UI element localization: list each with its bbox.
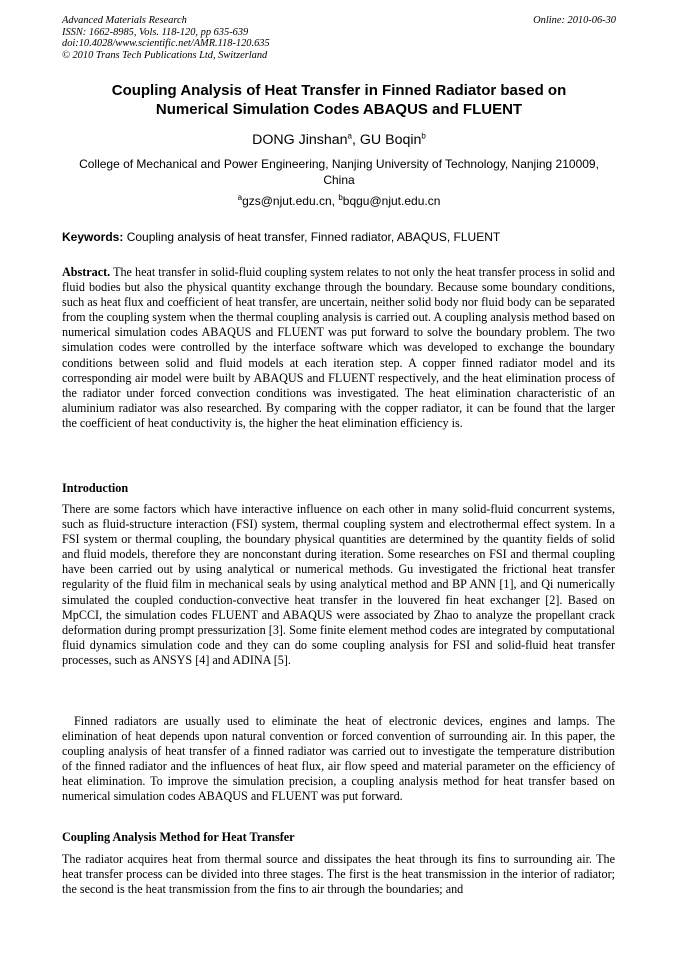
introduction-paragraph-2: Finned radiators are usually used to eliminate the heat of electronic devices, engines and lamps. The elimination of heat depends upon natural convention or forced convention of surrounding air. In this paper, the coupling analysis of heat transfer of a finned radiator was carried out to investigate the temperature distribution of the finned radiator and the influences of heat flux, air flow speed and material parameter on the efficiency of heat elimination. To improve the simulation precision, a coupling analysis method for heat transfer based on numerical simulation codes ABAQUS and FLUENT was put forward. (62, 714, 615, 804)
author-superscript: b (421, 131, 426, 141)
author-list (62, 131, 616, 149)
author-name: DONG Jinshan (252, 132, 348, 148)
keywords (62, 230, 616, 245)
abstract (62, 265, 615, 431)
online-date: Online: 2010-06-30 (533, 15, 616, 26)
email-address: gzs@njut.edu.cn (242, 194, 332, 208)
abstract-label: Abstract. (62, 265, 111, 279)
email-address: bqgu@njut.edu.cn (342, 194, 441, 208)
coupling-paragraph-1: The radiator acquires heat from thermal source and dissipates the heat through its fins to surrounding air. The heat transfer process can be divided into three stages. The first is the heat transmission in the interior of radiator; the second is the heat transmission from the fins to air through the boundaries; and (62, 852, 615, 897)
journal-name: Advanced Materials Research (62, 15, 187, 26)
email-superscript: a (237, 193, 243, 202)
copyright-line: © 2010 Trans Tech Publications Ltd, Switzerland (62, 49, 268, 61)
doi-line: doi:10.4028/www.scientific.net/AMR.118-120.635 (62, 38, 270, 50)
keywords-label: Keywords: (62, 230, 124, 244)
affiliation: College of Mechanical and Power Engineering, Nanjing University of Technology, Nanjing 210009, China (79, 157, 599, 187)
keywords-text: Coupling analysis of heat transfer, Finned radiator, ABAQUS, FLUENT (123, 230, 501, 244)
email-superscript: b (338, 193, 343, 202)
abstract-text: The heat transfer in solid-fluid coupling system relates to not only the heat transfer process in solid and fluid bodies but also the physical quantity exchange through the boundary. Because some boundary conditions, such as heat flux and coefficient of heat transfer, are uncertain, neither solid body nor fluid body can be separated from the coupling system when the thermal coupling analysis is carried out. A coupling analysis method based on numerical simulation codes ABAQUS and FLUENT was put forward to solve the boundary problem. The two simulation codes were controlled by the interface software which was developed to exchange the boundary conditions between solid and fluid models at each iteration step. A copper finned radiator model and its corresponding air model were built by ABAQUS and FLUENT respectively, and the heat elimination process of the radiator under forced convection conditions was investigated. The heat elimination characteristic of an aluminium radiator was also researched. By comparing with the copper radiator, it can be found that the larger the coefficient of heat conductivity is, the higher the heat elimination efficiency is. (62, 265, 615, 430)
introduction-paragraph-1: There are some factors which have interactive influence on each other in many solid-fluid concurrent systems, such as fluid-structure interaction (FSI) system, thermal coupling system and electrothermal effect system. In a FSI system or thermal coupling, the boundary physical quantities are determined by the quantity fields of solid and fluid models, therefore they are nonconstant during iteration. Some researches on FSI and thermal coupling have been carried out by using analytical or numerical methods. Gu investigated the frictional heat transfer regularity of the fluid film in mechanical seals by using analytical method and BP ANN [1], and Qi numerically simulated the coupled conduction-convective heat transfer in the louvered fin heat exchanger [2]. Based on MpCCI, the simulation codes FLUENT and ABAQUS were associated by Zhao to analyze the propellant crack deformation during prompt pressurization [3]. Some finite element method codes are integrated by computational fluid dynamics simulation code and they can do some coupling analysis for FSI and solid-fluid heat transfer processes, such as ANSYS [4] and ADINA [5]. (62, 502, 615, 667)
issn-line: ISSN: 1662-8985, Vols. 118-120, pp 635-639 (62, 26, 249, 38)
author-name: GU Boqin (359, 132, 422, 148)
section-heading-introduction: Introduction (62, 481, 129, 495)
email-list (62, 194, 616, 209)
email-separator: , (331, 194, 339, 208)
title-line-1: Coupling Analysis of Heat Transfer in Finned Radiator based on (111, 82, 567, 99)
section-heading-coupling-method: Coupling Analysis Method for Heat Transfer (62, 830, 295, 844)
title-line-2: Numerical Simulation Codes ABAQUS and FLUENT (155, 101, 523, 118)
author-separator: , (352, 132, 360, 148)
author-superscript: a (347, 131, 352, 141)
journal-header (62, 15, 270, 61)
paper-title (62, 81, 616, 119)
